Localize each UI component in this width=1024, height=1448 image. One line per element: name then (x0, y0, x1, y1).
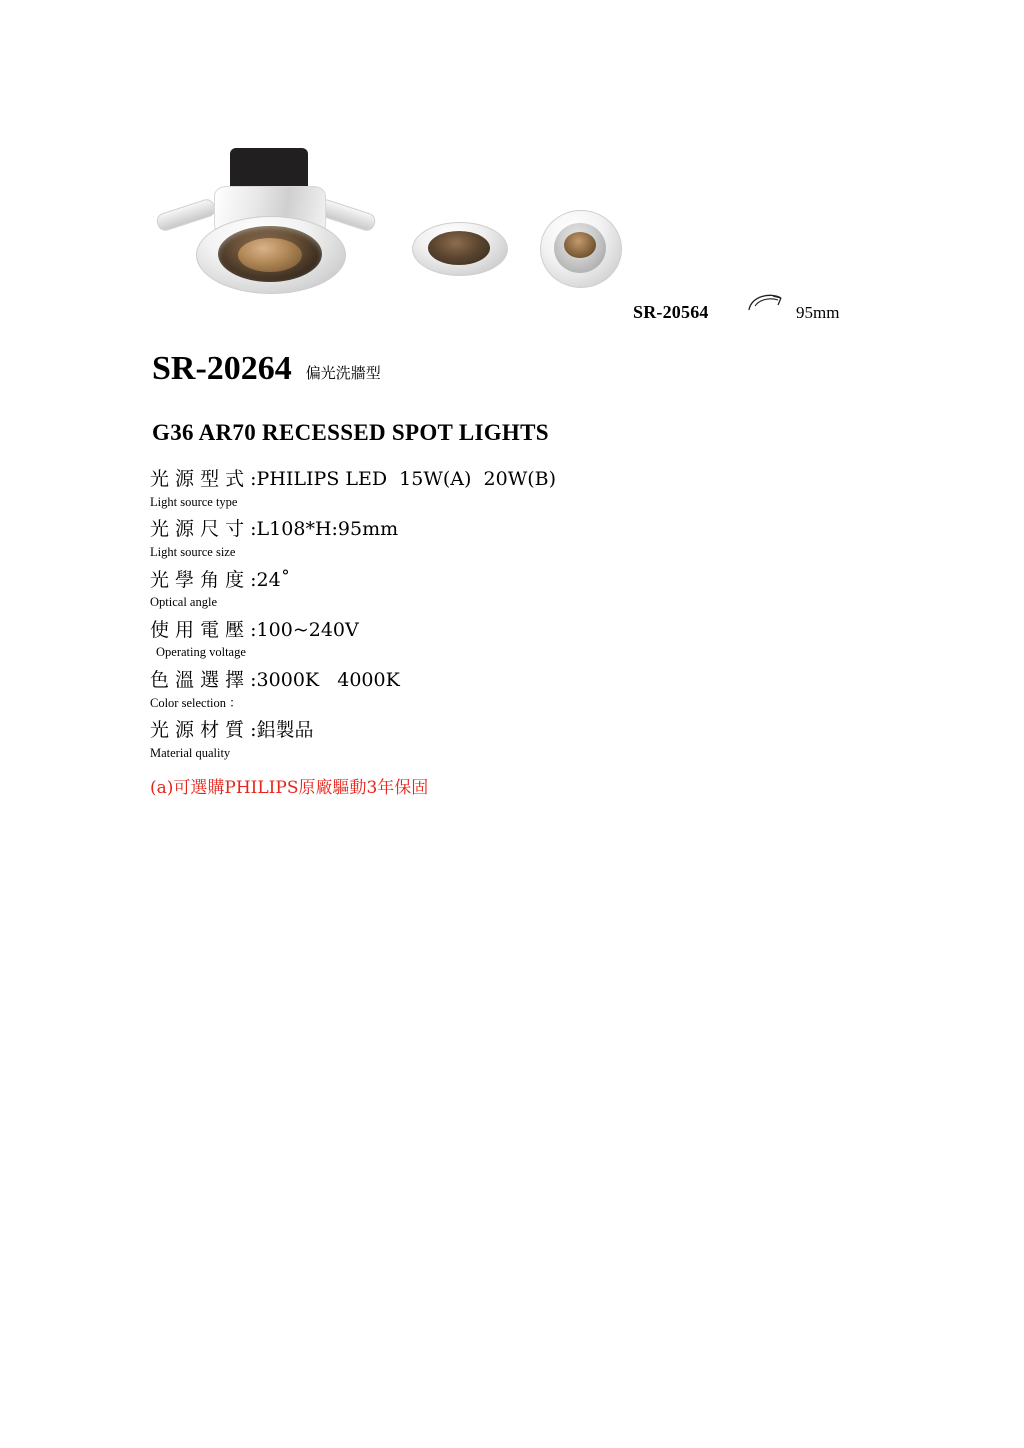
spec-label-cn: 光 學 角 度 :24˚ (150, 568, 291, 591)
spec-list (150, 466, 750, 798)
curved-arrow-icon (745, 288, 789, 316)
callout-dimension: 95mm (796, 303, 840, 322)
optional-driver-note: (a)可選購PHILIPS原廠驅動3年保固 (150, 777, 429, 798)
callout-model-code: SR-20564 (633, 302, 709, 322)
spec-label-cn: 光 源 尺 寸 :L108*H:95mm (150, 518, 399, 541)
spec-label-en: Optical angle (150, 595, 217, 610)
lens (564, 232, 596, 258)
spec-light-source-size (150, 516, 750, 561)
lens (238, 238, 302, 272)
spec-label-en: Operating voltage (156, 645, 246, 660)
callout (633, 300, 933, 330)
spot-light-front-view (540, 210, 624, 290)
spec-label-cn: 光 源 型 式 :PHILIPS LED 15W(A) 20W(B) (150, 468, 557, 490)
mounting-clip-left (155, 197, 218, 233)
spec-light-source-type (150, 466, 750, 511)
spot-light-angled-view (412, 222, 506, 278)
spec-label-cn: 色 溫 選 擇 :3000K 4000K (150, 669, 400, 692)
spot-light-main-view (170, 130, 370, 290)
reflector-cone (428, 231, 490, 265)
spec-label-en: Light source type (150, 494, 238, 509)
spec-label-en: Material quality (150, 746, 231, 761)
spec-operating-voltage (150, 617, 750, 662)
spec-label-en: Light source size (150, 544, 236, 559)
spec-label-en: Color selection ： (150, 695, 242, 710)
product-heading-en: G36 AR70 RECESSED SPOT LIGHTS (152, 420, 549, 445)
spec-color-selection (150, 667, 750, 712)
model-number: SR-20264 (152, 350, 292, 387)
spec-optical-angle (150, 567, 750, 612)
spec-label-cn: 光 源 材 質 :鋁製品 (150, 719, 314, 742)
product-image (150, 130, 670, 310)
spec-label-cn: 使 用 電 壓 :100~240V (150, 618, 359, 641)
page-title (152, 352, 381, 386)
spec-material-quality (150, 717, 750, 762)
model-subtitle-cn: 偏光洗牆型 (305, 364, 381, 382)
